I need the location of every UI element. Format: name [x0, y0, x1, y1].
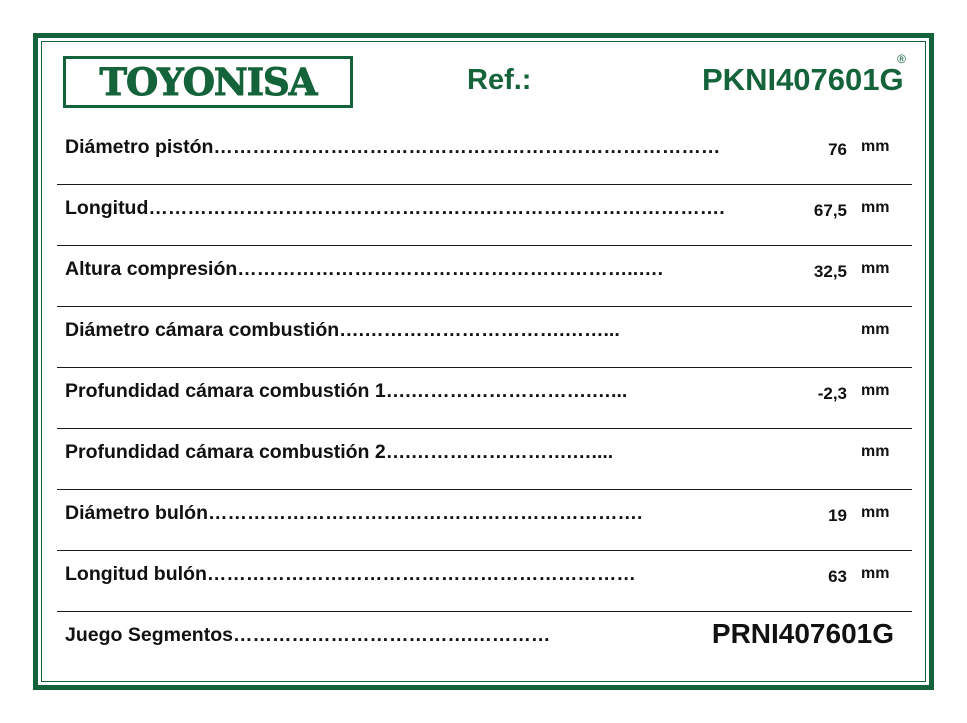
spec-unit: mm — [861, 199, 890, 216]
spec-unit: mm — [861, 504, 890, 521]
reference-value: PKNI407601G — [702, 62, 904, 97]
spec-value: 32,5 — [813, 262, 847, 281]
spec-unit: mm — [861, 443, 890, 460]
spec-unit: mm — [861, 260, 890, 277]
spec-row — [57, 368, 912, 429]
spec-value: 76 — [828, 140, 847, 159]
spec-row — [57, 307, 912, 368]
spec-label: Altura compresión……………………………………………………..…. — [65, 258, 664, 280]
spec-row — [57, 490, 912, 551]
spec-row — [57, 551, 912, 612]
spec-label: Diámetro cámara combustión….………………………….……... — [65, 319, 620, 341]
spec-row — [57, 185, 912, 246]
spec-value: -2,3 — [817, 384, 847, 403]
spec-value: 63 — [828, 567, 847, 586]
spec-list — [57, 124, 912, 673]
spec-row — [57, 246, 912, 307]
spec-unit: mm — [861, 138, 890, 155]
toyonisa-logo — [63, 56, 353, 108]
spec-label: Juego Segmentos……………………………….………… — [65, 624, 551, 646]
spec-label: Profundidad cámara combustión 2….…………………….….... — [65, 441, 614, 463]
sheet-header — [57, 50, 912, 118]
spec-label: Longitud bulón………………………………………………………… — [65, 563, 636, 585]
reference-label: Ref.: — [467, 64, 532, 96]
spec-label: Diámetro bulón…………………………………………………………. — [65, 502, 643, 524]
spec-unit: mm — [861, 321, 890, 338]
brand-name: TOYONISA — [99, 59, 317, 104]
sheet-content — [57, 50, 912, 675]
spec-label: Profundidad cámara combustión 1….……………………….…... — [65, 380, 628, 402]
spec-label: Diámetro pistón…………………………………………………………………… — [65, 136, 721, 158]
spec-label: Longitud…………………………………………….………………………………. — [65, 197, 725, 219]
segments-part-number: PRNI407601G — [711, 618, 894, 649]
spec-unit: mm — [861, 565, 890, 582]
registered-trademark-icon: ® — [897, 52, 906, 66]
spec-value: 19 — [828, 506, 847, 525]
spec-row — [57, 429, 912, 490]
spec-unit: mm — [861, 382, 890, 399]
spec-value: 67,5 — [813, 201, 847, 220]
spec-row-segments — [57, 612, 912, 673]
spec-row — [57, 124, 912, 185]
